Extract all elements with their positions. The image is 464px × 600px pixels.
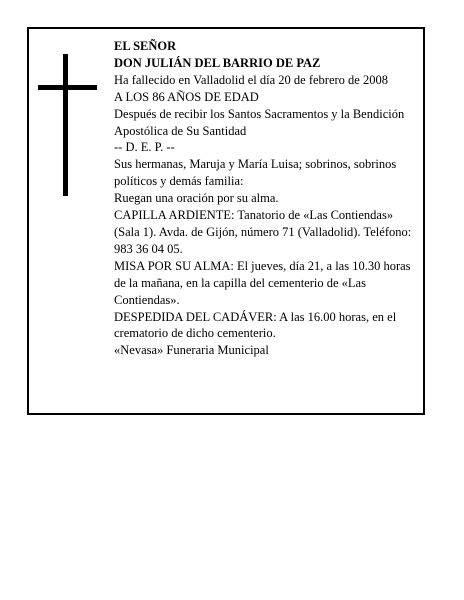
farewell: [114, 309, 420, 343]
mass-label: MISA POR SU ALMA:: [114, 258, 234, 273]
deceased-name: DON JULIÁN DEL BARRIO DE PAZ: [114, 55, 321, 70]
chapel: [114, 207, 420, 258]
death-statement: Ha fallecido en Valladolid el día 20 de febrero de 2008: [114, 72, 388, 87]
family: Sus hermanas, Maruja y María Luisa; sobrinos, sobrinos políticos y demás familia:: [114, 157, 397, 189]
cross-icon-bar: [38, 85, 97, 90]
sacraments: Después de recibir los Santos Sacramentos y la Bendición Apostólica de Su Santidad: [114, 106, 405, 138]
farewell-label: DESPEDIDA DEL CADÁVER:: [114, 309, 277, 324]
age: A LOS 86 AÑOS DE EDAD: [114, 89, 259, 104]
funeral-home: «Nevasa» Funeraria Municipal: [114, 343, 269, 358]
title: EL SEÑOR: [114, 39, 177, 53]
obituary-text: [114, 38, 420, 359]
cross-icon: [63, 54, 68, 196]
farewell-text: A las 16.00 horas, en el crematorio de dicho cementerio.: [114, 309, 397, 341]
chapel-text: Tanatorio de «Las Contiendas» (Sala 1). Avda. de Gijón, número 71 (Valladolid). Teléfono: 983 36 04 05.: [114, 208, 412, 256]
mass: [114, 258, 420, 309]
prayer: Ruegan una oración por su alma.: [114, 191, 279, 206]
rip: -- D. E. P. --: [114, 140, 175, 155]
chapel-label: CAPILLA ARDIENTE:: [114, 208, 235, 223]
mass-text: El jueves, día 21, a las 10.30 horas de la mañana, en la capilla del cementerio de «Las Contiendas».: [114, 258, 411, 307]
